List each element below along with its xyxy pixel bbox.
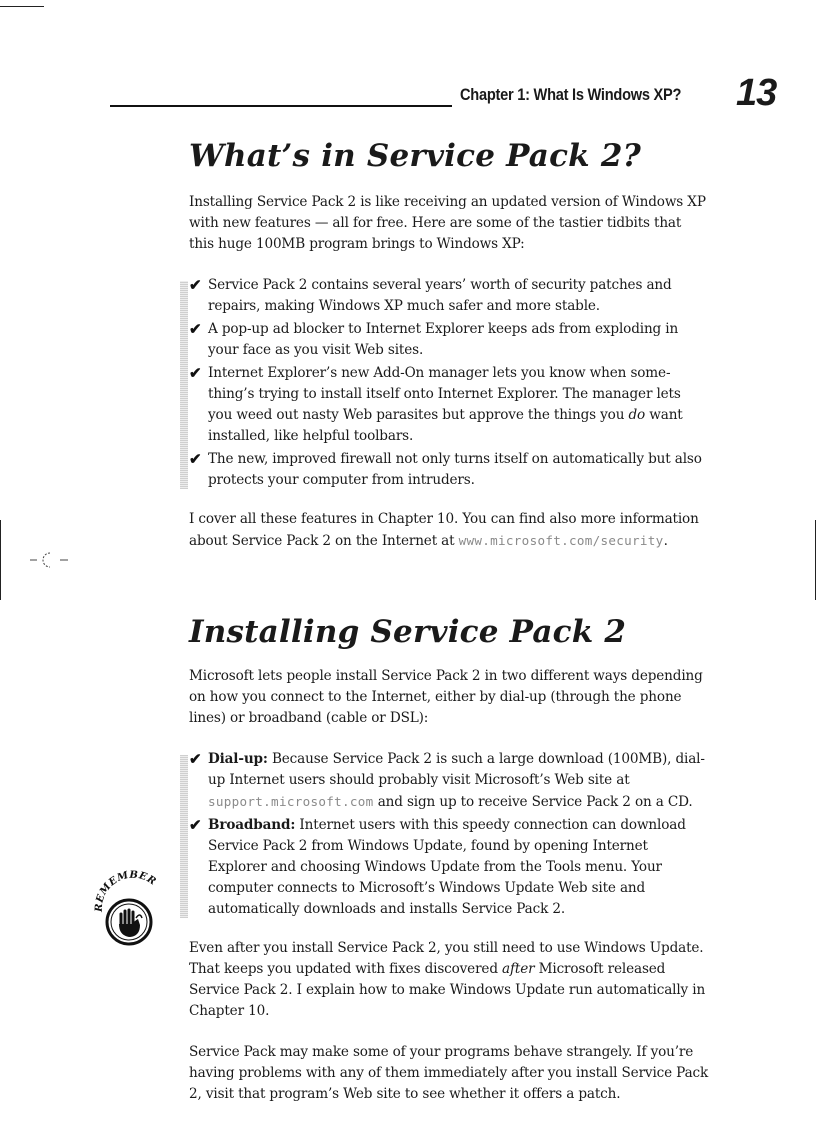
remember-paragraph: [189, 938, 709, 1022]
page-number: 13: [736, 72, 777, 114]
registration-mark-icon: [30, 550, 70, 570]
list-item-text: The new, improved firewall not only turns itself on automatically but also protects your computer from intruders.: [208, 451, 702, 488]
list-sidebar-bar: [180, 281, 188, 489]
list-item: [189, 275, 709, 317]
checkmark-icon: ✔: [189, 816, 202, 834]
closing-paragraph: Service Pack may make some of your programs behave strangely. If you’re having problems with any of them immediately after you install Service Pack 2, visit that program’s Web site to see whether it offers a patch.: [189, 1044, 709, 1102]
list-item: [189, 449, 709, 491]
running-header: [110, 72, 790, 118]
header-rule: [110, 105, 452, 107]
list-item: [189, 319, 709, 361]
paragraph-text: .: [663, 533, 668, 549]
chapter-title: Chapter 1: What Is Windows XP?: [460, 85, 682, 104]
section1-outro: [189, 509, 709, 552]
checkmark-icon: ✔: [189, 450, 202, 468]
list-item-text: want installed, like helpful toolbars.: [208, 407, 683, 444]
list-item-term: Broadband:: [208, 817, 296, 833]
emphasis: after: [502, 961, 535, 977]
remember-label: REMEMBER: [93, 869, 158, 913]
paragraph-text: Even after you install Service Pack 2, you still need to use Windows Update. That keeps you updated with fixes discovered: [189, 940, 704, 977]
page-content: [189, 138, 709, 1125]
support-url-link[interactable]: support.microsoft.com: [208, 794, 374, 809]
checkmark-icon: ✔: [189, 750, 202, 768]
list-sidebar-bar: [180, 755, 188, 918]
emphasis: do: [628, 407, 646, 423]
list-item: [189, 363, 709, 447]
section2-intro: Microsoft lets people install Service Pack 2 in two different ways depending on how you connect to the Internet, either by dial-up (through the phone lines) or broadband (cable or DSL):: [189, 668, 703, 726]
checkmark-icon: ✔: [189, 364, 202, 382]
list-item-text: A pop-up ad blocker to Internet Explorer keeps ads from exploding in your face as you visit Web sites.: [208, 321, 679, 358]
list-item-text: Service Pack 2 contains several years’ worth of security patches and repairs, making Windows XP much safer and more stable.: [208, 277, 672, 314]
list-item: [189, 749, 709, 813]
list-item-text: Internet users with this speedy connection can download Service Pack 2 from Windows Update, found by opening Internet Explorer and choosing Windows Update from the Tools menu. Your computer connects to Microsoft’s Windows Update Web site and automatically downloads and installs Service Pack 2.: [208, 817, 686, 917]
section-heading-installing-sp2: Installing Service Pack 2: [189, 614, 627, 650]
list-item-text: and sign up to receive Service Pack 2 on a CD.: [373, 794, 693, 810]
remember-icon: [92, 866, 170, 956]
list-item: [189, 815, 709, 920]
list-item-text: Because Service Pack 2 is such a large download (100MB), dial-up Internet users should probably visit Microsoft’s Web site at: [208, 751, 705, 788]
checkmark-icon: ✔: [189, 276, 202, 294]
install-methods-list: [189, 749, 709, 920]
checkmark-icon: ✔: [189, 320, 202, 338]
paragraph-text: I cover all these features in Chapter 10. You can find also more information about Service Pack 2 on the Internet at: [189, 511, 699, 549]
crop-mark-top-left: [0, 6, 44, 7]
features-list: [189, 275, 709, 491]
list-item-term: Dial-up:: [208, 751, 268, 767]
crop-mark-left: [0, 520, 1, 600]
paragraph-text: Microsoft released Service Pack 2. I explain how to make Windows Update run automatically in Chapter 10.: [189, 961, 706, 1019]
section-heading-whats-in-sp2: What’s in Service Pack 2?: [189, 138, 641, 174]
list-item-text: Internet Explorer’s new Add-On manager lets you know when some-thing’s trying to install itself onto Internet Explorer. The manager lets you weed out nasty Web parasites but approve the things you: [208, 365, 681, 423]
security-url-link[interactable]: www.microsoft.com/security: [458, 533, 664, 548]
section1-intro: Installing Service Pack 2 is like receiving an updated version of Windows XP with new features — all for free. Here are some of the tastier tidbits that this huge 100MB program brings to Windows XP:: [189, 194, 706, 252]
